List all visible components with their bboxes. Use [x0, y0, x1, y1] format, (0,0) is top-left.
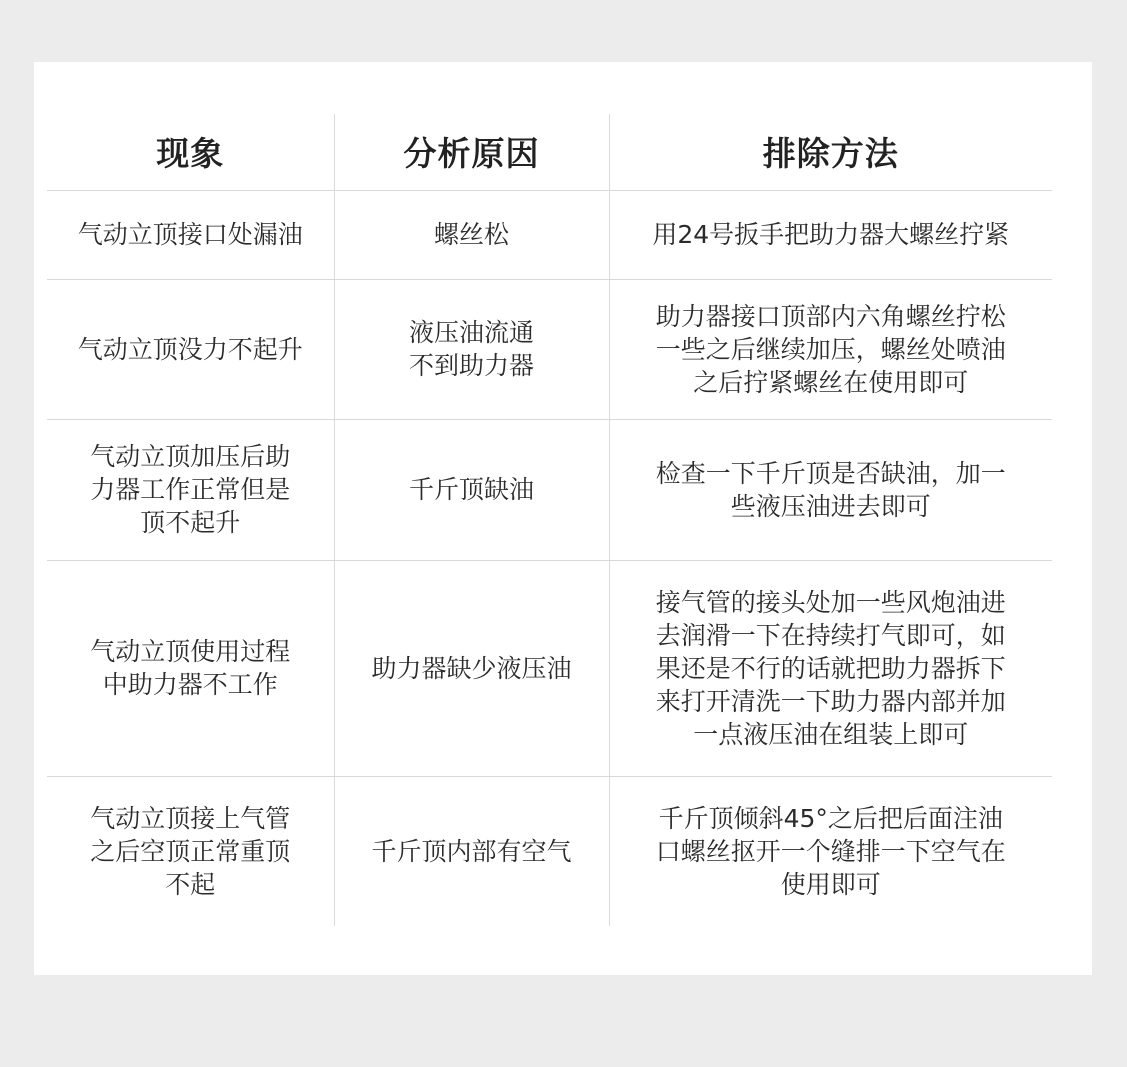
troubleshooting-table — [47, 114, 1052, 926]
cause-cell: 螺丝松 — [334, 190, 609, 279]
phenomenon-cell: 气动立顶接口处漏油 — [47, 190, 334, 279]
solution-cell: 千斤顶倾斜45°之后把后面注油 口螺丝抠开一个缝排一下空气在 使用即可 — [609, 776, 1052, 926]
table-row — [47, 560, 1052, 776]
phenomenon-cell: 气动立顶接上气管 之后空顶正常重顶 不起 — [90, 803, 291, 899]
table-row — [47, 279, 1052, 419]
solution-cell: 助力器接口顶部内六角螺丝拧松 一些之后继续加压，螺丝处喷油 之后拧紧螺丝在使用即可 — [609, 279, 1052, 419]
solution-cell: 用24号扳手把助力器大螺丝拧紧 — [609, 190, 1052, 279]
table-row — [47, 190, 1052, 279]
table-row — [47, 776, 1052, 926]
solution-cell: 接气管的接头处加一些风炮油进 去润滑一下在持续打气即可，如 果还是不行的话就把助力器拆下 来打开清洗一下助力器内部并加 一点液压油在组装上即可 — [609, 560, 1052, 776]
phenomenon-cell: 气动立顶使用过程 中助力器不工作 — [47, 560, 334, 776]
table-header-row — [47, 114, 1052, 190]
table-row — [47, 419, 1052, 560]
header-solution: 排除方法 — [609, 114, 1052, 190]
troubleshooting-card — [34, 62, 1092, 975]
cause-cell: 千斤顶缺油 — [334, 419, 609, 560]
header-cause: 分析原因 — [334, 114, 609, 190]
cause-cell: 液压油流通 不到助力器 — [334, 279, 609, 419]
cause-cell: 千斤顶内部有空气 — [334, 776, 609, 926]
header-phenomenon: 现象 — [47, 114, 334, 190]
phenomenon-cell: 气动立顶加压后助 力器工作正常但是 顶不起升 — [47, 419, 334, 560]
cause-cell: 助力器缺少液压油 — [334, 560, 609, 776]
phenomenon-cell: 气动立顶没力不起升 — [47, 279, 334, 419]
solution-cell: 检查一下千斤顶是否缺油，加一 些液压油进去即可 — [609, 419, 1052, 560]
